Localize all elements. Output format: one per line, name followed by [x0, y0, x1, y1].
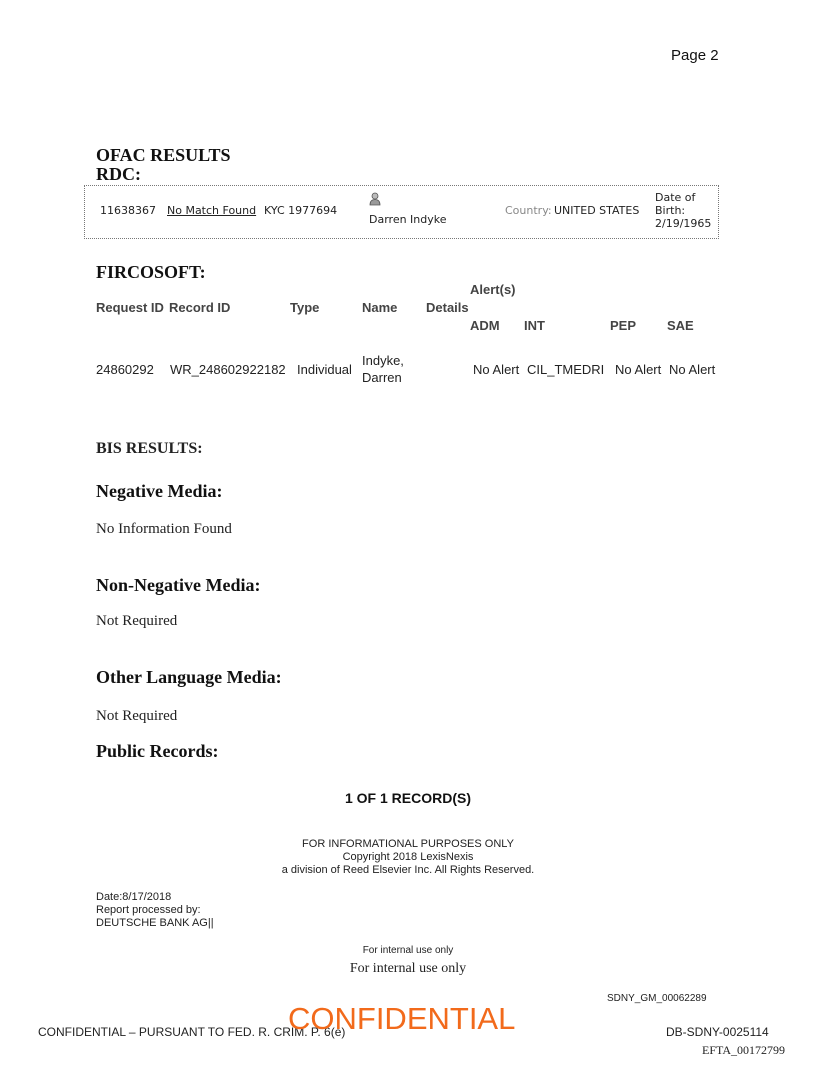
rdc-kyc: KYC 1977694	[264, 204, 338, 217]
row-pep: No Alert	[615, 362, 662, 377]
row-name-line1: Indyke,	[362, 353, 404, 368]
alerts-header: Alert(s)	[470, 282, 516, 297]
report-bank: DEUTSCHE BANK AG||	[96, 917, 214, 929]
country-label: Country:	[505, 204, 552, 217]
row-int: CIL_TMEDRI	[527, 362, 605, 377]
rdc-match-link[interactable]: No Match Found	[167, 204, 257, 217]
row-request-id: 24860292	[96, 362, 154, 377]
person-icon	[369, 192, 381, 206]
rdc-id: 11638367	[100, 204, 156, 217]
page-number: Page 2	[671, 47, 719, 64]
bates-sdny-gm: SDNY_GM_00062289	[607, 993, 707, 1004]
row-adm: No Alert	[473, 362, 520, 377]
dob-label-line2: Birth:	[655, 204, 686, 217]
bates-efta: EFTA_00172799	[702, 1043, 786, 1057]
row-record-id: WR_248602922182	[170, 362, 286, 377]
negative-media-title: Negative Media:	[96, 481, 223, 501]
record-count: 1 OF 1 RECORD(S)	[344, 790, 471, 806]
dob-label-line1: Date of	[655, 191, 696, 204]
fircosoft-title: FIRCOSOFT:	[96, 262, 206, 282]
bis-title: BIS RESULTS:	[96, 440, 203, 457]
dob-value: 2/19/1965	[655, 217, 712, 230]
other-language-media-value: Not Required	[96, 708, 178, 724]
col-type: Type	[290, 300, 320, 315]
internal-use-small: For internal use only	[362, 945, 454, 956]
rdc-result-row	[84, 185, 719, 239]
report-date: Date:8/17/2018	[96, 891, 172, 903]
disclaimer-line2: Copyright 2018 LexisNexis	[342, 851, 474, 863]
col-name: Name	[362, 300, 398, 315]
rdc-label: RDC:	[96, 164, 141, 184]
public-records-title: Public Records:	[96, 741, 219, 761]
non-negative-media-value: Not Required	[96, 613, 178, 629]
col-pep: PEP	[610, 318, 637, 333]
row-type: Individual	[297, 362, 352, 377]
row-name-line2: Darren	[362, 370, 402, 385]
disclaimer-line3: a division of Reed Elsevier Inc. All Rights Reserved.	[281, 864, 535, 876]
col-record-id: Record ID	[169, 300, 231, 315]
country-value: UNITED STATES	[554, 204, 640, 217]
col-request-id: Request ID	[96, 300, 164, 315]
disclaimer-line1: FOR INFORMATIONAL PURPOSES ONLY	[302, 838, 514, 850]
report-processed-by: Report processed by:	[96, 904, 201, 916]
confidential-stamp: CONFIDENTIAL	[288, 1001, 516, 1036]
other-language-media-title: Other Language Media:	[96, 667, 282, 687]
negative-media-value: No Information Found	[96, 521, 232, 537]
col-details: Details	[426, 300, 469, 315]
col-int: INT	[524, 318, 545, 333]
non-negative-media-title: Non-Negative Media:	[96, 575, 261, 595]
col-adm: ADM	[470, 318, 500, 333]
confidential-notice: CONFIDENTIAL – PURSUANT TO FED. R. CRIM. P. 6(e)	[38, 1025, 346, 1039]
row-sae: No Alert	[669, 362, 716, 377]
rdc-name: Darren Indyke	[369, 213, 447, 226]
ofac-title: OFAC RESULTS	[96, 145, 231, 165]
col-sae: SAE	[667, 318, 694, 333]
internal-use-large: For internal use only	[349, 961, 467, 976]
bates-db: DB-SDNY-0025114	[666, 1025, 769, 1039]
